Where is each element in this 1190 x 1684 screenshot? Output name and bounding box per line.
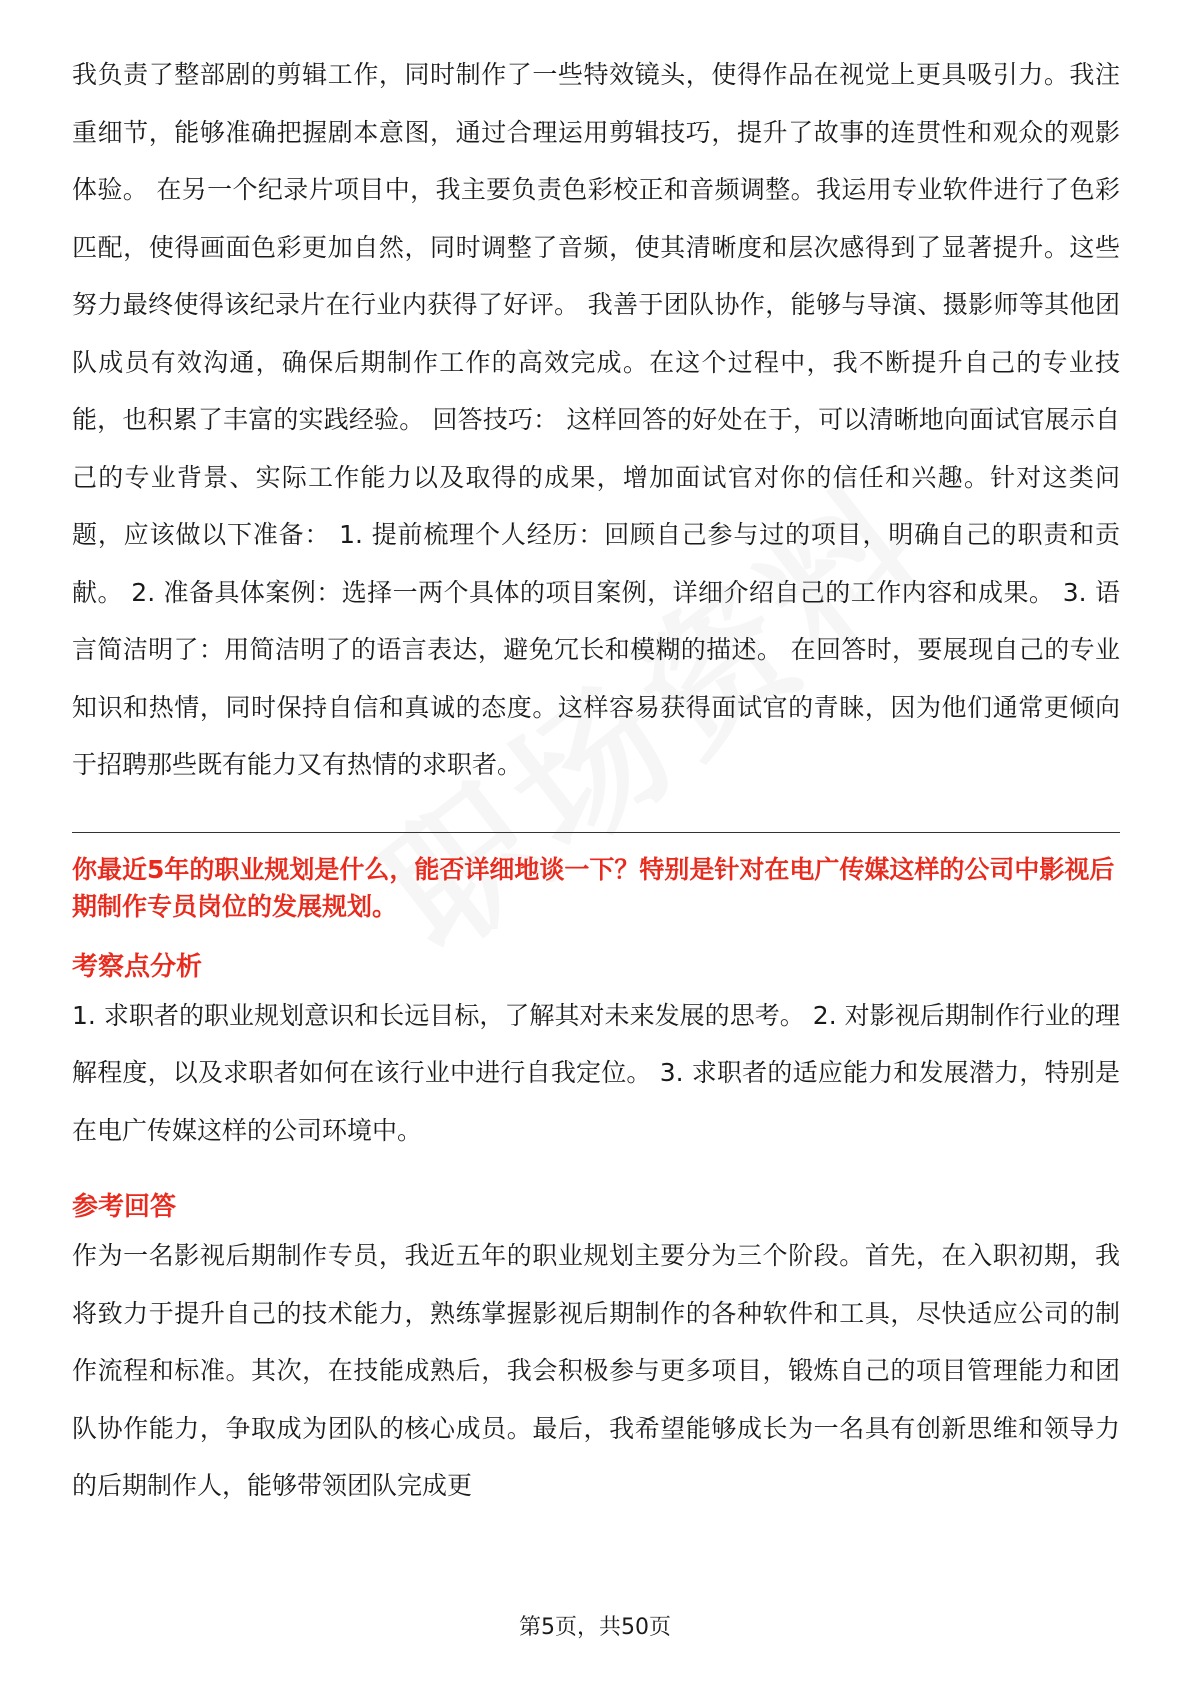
page-number-footer: 第5页，共50页	[519, 1615, 671, 1640]
analysis-heading: 考察点分析	[72, 951, 203, 982]
section-divider	[72, 832, 1120, 833]
question-title: 你最近5年的职业规划是什么，能否详细地谈一下？特别是针对在电广传媒这样的公司中影视后期制作专员岗位的发展规划。	[72, 854, 1115, 921]
answer-paragraph: 作为一名影视后期制作专员，我近五年的职业规划主要分为三个阶段。首先，在入职初期，我将致力于提升自己的技术能力，熟练掌握影视后期制作的各种软件和工具，尽快适应公司的制作流程和标准。其次，在技能成熟后，我会积极参与更多项目，锻炼自己的项目管理能力和团队协作能力，争取成为团队的核心成员。最后，我希望能够成长为一名具有创新思维和领导力的后期制作人，能够带领团队完成更	[72, 1241, 1120, 1500]
intro-paragraph: 我负责了整部剧的剪辑工作，同时制作了一些特效镜头，使得作品在视觉上更具吸引力。我注重细节，能够准确把握剧本意图，通过合理运用剪辑技巧，提升了故事的连贯性和观众的观影体验。 在另一个纪录片项目中，我主要负责色彩校正和音频调整。我运用专业软件进行了色彩匹配，使得画面色彩更加自然，同时调整了音频，使其清晰度和层次感得到了显著提升。这些努力最终使得该纪录片在行业内获得了好评。 我善于团队协作，能够与导演、摄影师等其他团队成员有效沟通，确保后期制作工作的高效完成。在这个过程中，我不断提升自己的专业技能，也积累了丰富的实践经验。 回答技巧： 这样回答的好处在于，可以清晰地向面试官展示自己的专业背景、实际工作能力以及取得的成果，增加面试官对你的信任和兴趣。针对这类问题，应该做以下准备： 1. 提前梳理个人经历：回顾自己参与过的项目，明确自己的职责和贡献。 2. 准备具体案例：选择一两个具体的项目案例，详细介绍自己的工作内容和成果。 3. 语言简洁明了：用简洁明了的语言表达，避免冗长和模糊的描述。 在回答时，要展现自己的专业知识和热情，同时保持自信和真诚的态度。这样容易获得面试官的青睐，因为他们通常更倾向于招聘那些既有能力又有热情的求职者。	[72, 60, 1120, 779]
answer-heading: 参考回答	[72, 1192, 177, 1222]
page-content	[72, 46, 1120, 1515]
analysis-paragraph: 1. 求职者的职业规划意识和长远目标，了解其对未来发展的思考。 2. 对影视后期制作行业的理解程度，以及求职者如何在该行业中进行自我定位。 3. 求职者的适应能力和发展潜力，特别是在电广传媒这样的公司环境中。	[72, 1000, 1120, 1145]
